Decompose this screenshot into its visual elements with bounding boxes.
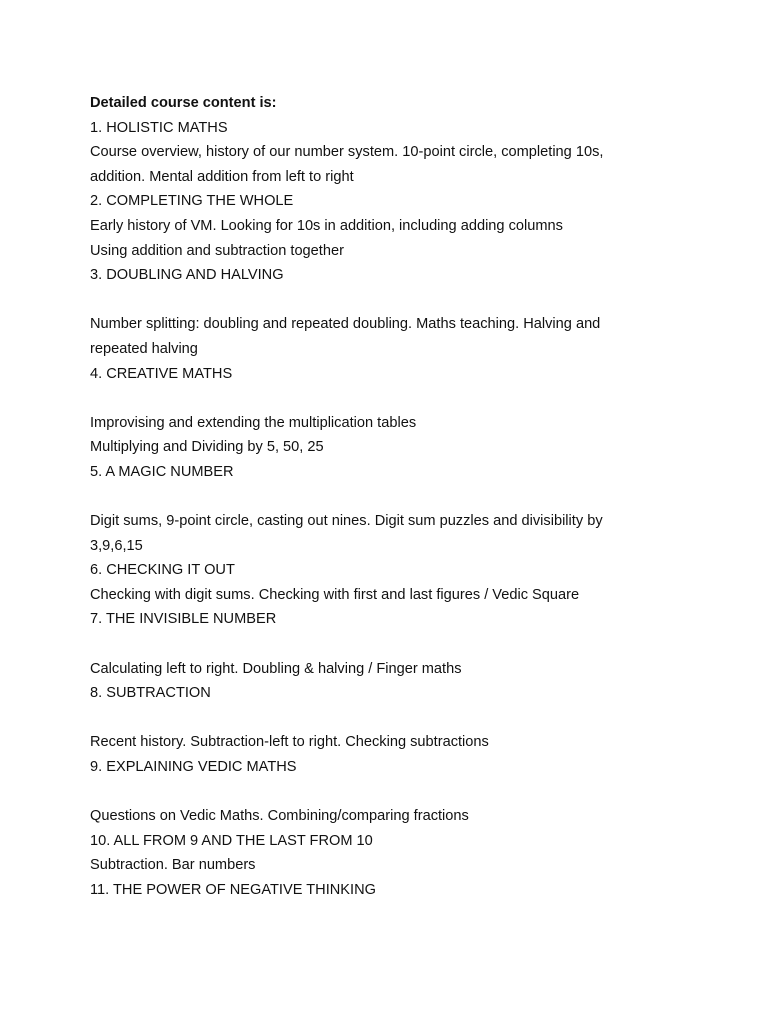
section-description: Early history of VM. Looking for 10s in addition, including adding columns bbox=[90, 217, 563, 234]
section-title: 4. CREATIVE MATHS bbox=[90, 365, 233, 382]
section-description: Multiplying and Dividing by 5, 50, 25 bbox=[90, 439, 324, 456]
section-title: 2. COMPLETING THE WHOLE bbox=[90, 193, 294, 210]
blank-line bbox=[90, 706, 690, 731]
document-heading: Detailed course content is: bbox=[90, 95, 277, 111]
section-description: 3,9,6,15 bbox=[90, 537, 143, 554]
section-title: 11. THE POWER OF NEGATIVE THINKING bbox=[90, 882, 376, 898]
course-content bbox=[90, 91, 690, 903]
section-description: Using addition and subtraction together bbox=[90, 242, 344, 259]
section-description: Checking with digit sums. Checking with first and last figures / Vedic Square bbox=[90, 586, 580, 603]
blank-line bbox=[90, 485, 690, 510]
blank-line bbox=[90, 288, 690, 313]
blank-line bbox=[90, 386, 690, 411]
blank-line bbox=[90, 780, 690, 805]
section-description: Questions on Vedic Maths. Combining/comparing fractions bbox=[90, 808, 469, 825]
section-description: repeated halving bbox=[90, 340, 198, 357]
section-description: Subtraction. Bar numbers bbox=[90, 857, 256, 874]
section-description: Course overview, history of our number system. 10-point circle, completing 10s, bbox=[90, 144, 604, 161]
section-title: 8. SUBTRACTION bbox=[90, 685, 211, 702]
section-title: 10. ALL FROM 9 AND THE LAST FROM 10 bbox=[90, 832, 373, 849]
section-title: 3. DOUBLING AND HALVING bbox=[90, 267, 284, 284]
section-description: Digit sums, 9-point circle, casting out nines. Digit sum puzzles and divisibility by bbox=[90, 513, 603, 530]
section-title: 7. THE INVISIBLE NUMBER bbox=[90, 611, 277, 628]
section-description: addition. Mental addition from left to right bbox=[90, 168, 354, 185]
section-description: Number splitting: doubling and repeated doubling. Maths teaching. Halving and bbox=[90, 316, 601, 333]
section-title: 6. CHECKING IT OUT bbox=[90, 562, 235, 579]
section-description: Recent history. Subtraction-left to right. Checking subtractions bbox=[90, 734, 489, 751]
section-title: 9. EXPLAINING VEDIC MATHS bbox=[90, 759, 297, 776]
section-description: Improvising and extending the multiplication tables bbox=[90, 414, 417, 431]
blank-line bbox=[90, 632, 690, 657]
section-title: 5. A MAGIC NUMBER bbox=[90, 463, 234, 480]
section-title: 1. HOLISTIC MATHS bbox=[90, 119, 228, 136]
section-description: Calculating left to right. Doubling & halving / Finger maths bbox=[90, 660, 462, 677]
